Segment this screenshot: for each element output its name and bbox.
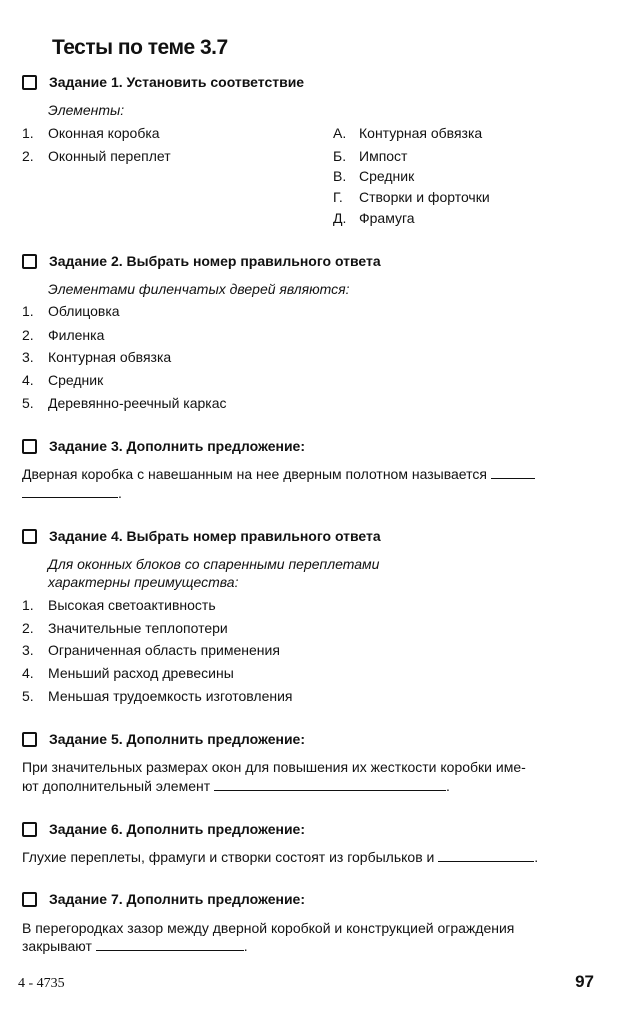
list-item: 2. Оконный переплет — [22, 148, 171, 164]
checkbox-icon[interactable] — [22, 732, 37, 747]
task-2-header — [22, 253, 381, 269]
answer-blank[interactable] — [438, 849, 534, 862]
print-code: 4 - 4735 — [18, 976, 65, 991]
list-item: 5. Деревянно-реечный каркас — [22, 395, 227, 411]
task-5-text-line-2: ют дополнительный элемент . — [22, 778, 450, 794]
list-item: Г. Створки и форточки — [333, 189, 490, 205]
task-2-subtitle: Элементами филенчатых дверей являются: — [48, 281, 350, 297]
answer-blank[interactable] — [491, 466, 535, 479]
list-item: 3. Контурная обвязка — [22, 349, 172, 365]
checkbox-icon[interactable] — [22, 439, 37, 454]
answer-blank[interactable] — [22, 485, 118, 498]
task-7-text-line-2: закрывают . — [22, 938, 248, 954]
task-1-header — [22, 74, 304, 90]
checkbox-icon[interactable] — [22, 892, 37, 907]
checkbox-icon[interactable] — [22, 822, 37, 837]
task-6-text-line-1: Глухие переплеты, фрамуги и створки состоят из горбыльков и . — [22, 849, 539, 865]
task-5-text-line-1: При значительных размерах окон для повышения их жесткости коробки име- — [22, 759, 526, 775]
list-item: Д. Фрамуга — [333, 210, 415, 226]
task-3-header — [22, 438, 305, 454]
task-4-header — [22, 528, 381, 544]
list-item: 4. Средник — [22, 372, 104, 388]
list-item: 3. Ограниченная область применения — [22, 642, 280, 658]
list-item: 5. Меньшая трудоемкость изготовления — [22, 688, 293, 704]
task-3-title: Задание 3. Дополнить предложение: — [49, 438, 305, 454]
answer-blank[interactable] — [96, 938, 244, 951]
list-item: Б. Импост — [333, 148, 408, 164]
page-number: 97 — [575, 972, 594, 991]
list-item: 1. Оконная коробка — [22, 125, 160, 141]
task-2-title: Задание 2. Выбрать номер правильного ответа — [49, 253, 381, 269]
task-5-header — [22, 731, 305, 747]
answer-blank[interactable] — [214, 778, 446, 791]
checkbox-icon[interactable] — [22, 529, 37, 544]
list-item: В. Средник — [333, 168, 415, 184]
list-item: А. Контурная обвязка — [333, 125, 483, 141]
task-1-subtitle: Элементы: — [48, 102, 125, 118]
task-3-text-line-2: . — [22, 485, 122, 501]
list-item: 1. Облицовка — [22, 303, 120, 319]
task-4-subtitle-1: Для оконных блоков со спаренными переплетами — [48, 556, 380, 572]
list-item: 1. Высокая светоактивность — [22, 597, 216, 613]
list-item: 2. Значительные теплопотери — [22, 620, 228, 636]
task-7-header — [22, 891, 305, 907]
page-title: Тесты по теме 3.7 — [52, 36, 228, 59]
checkbox-icon[interactable] — [22, 75, 37, 90]
task-6-title: Задание 6. Дополнить предложение: — [49, 821, 305, 837]
checkbox-icon[interactable] — [22, 254, 37, 269]
task-4-title: Задание 4. Выбрать номер правильного ответа — [49, 528, 381, 544]
task-7-text-line-1: В перегородках зазор между дверной коробкой и конструкцией ограждения — [22, 920, 515, 936]
task-1-title: Задание 1. Установить соответствие — [49, 74, 305, 90]
task-6-header — [22, 821, 305, 837]
list-item: 2. Филенка — [22, 327, 105, 343]
task-4-subtitle-2: характерны преимущества: — [48, 574, 239, 590]
task-3-text-line-1: Дверная коробка с навешанным на нее дверным полотном называется — [22, 466, 535, 482]
task-7-title: Задание 7. Дополнить предложение: — [49, 891, 305, 907]
task-5-title: Задание 5. Дополнить предложение: — [49, 731, 305, 747]
list-item: 4. Меньший расход древесины — [22, 665, 234, 681]
